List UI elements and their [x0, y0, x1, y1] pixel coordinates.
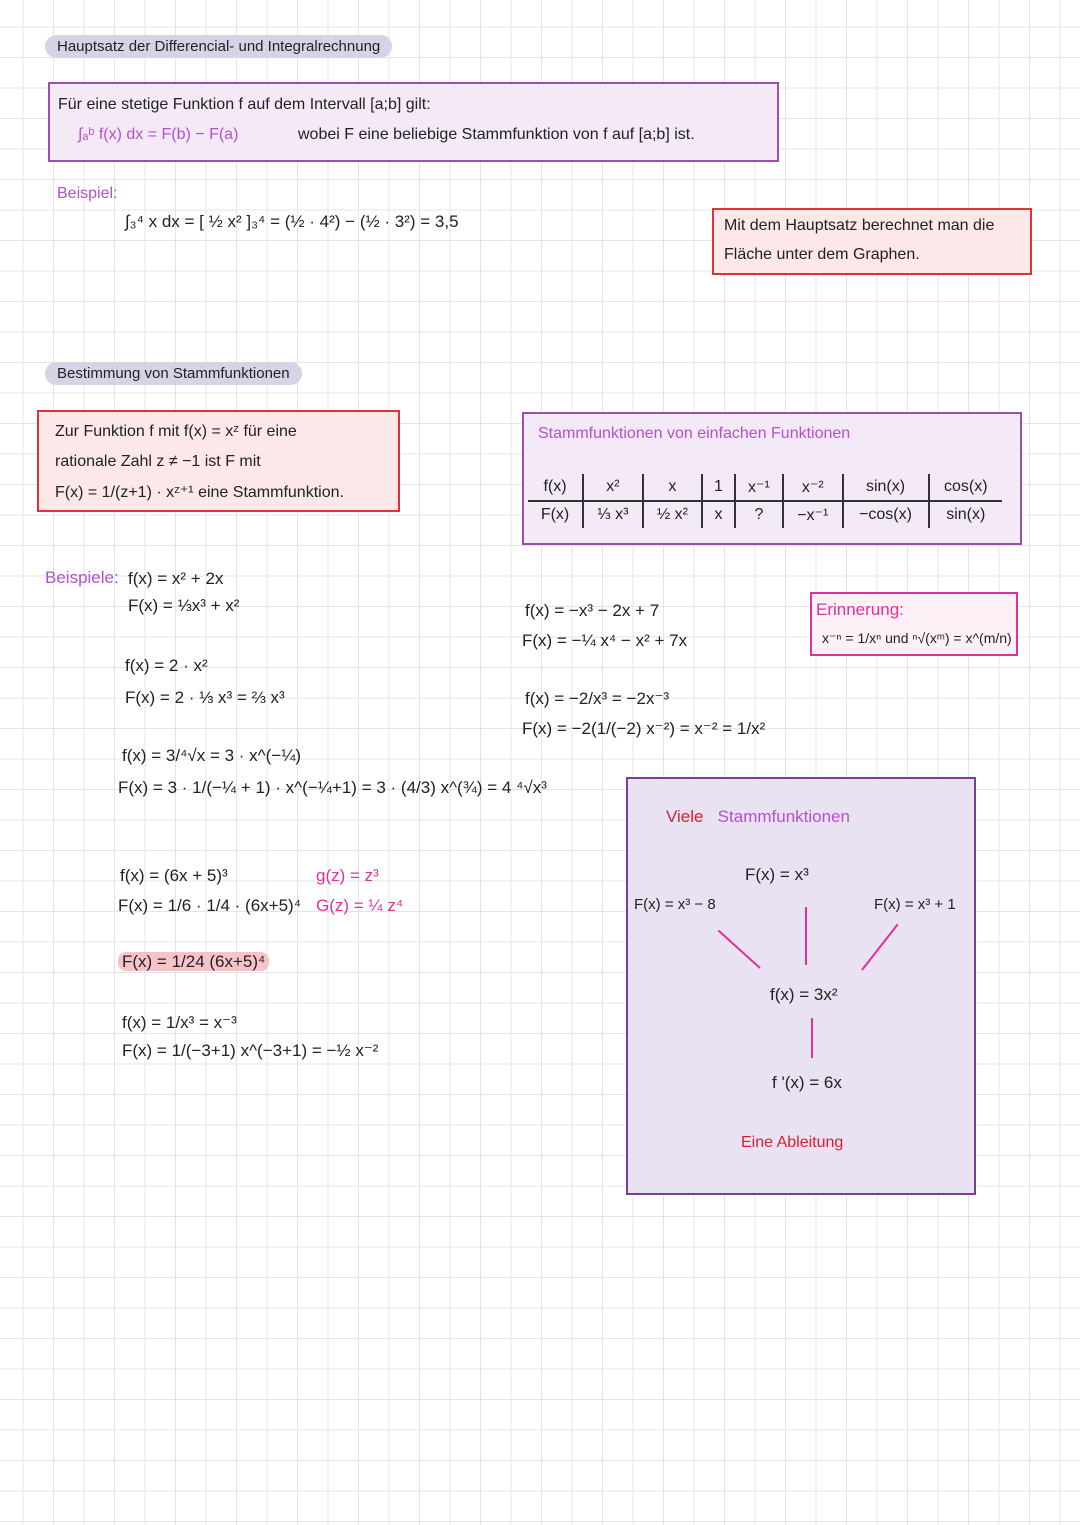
table-title: Stammfunktionen von einfachen Funktionen [538, 425, 851, 442]
arrow-down [811, 1018, 813, 1058]
example-line: F(x) = 3 · 1/(−¼ + 1) · x^(−¼+1) = 3 · (4/3) x^(¾) = 4 ⁴√x³ [118, 778, 547, 797]
example-line: f(x) = −x³ − 2x + 7 [525, 601, 660, 620]
example-line: F(x) = 1/6 · 1/4 · (6x+5)⁴ [118, 896, 302, 915]
note-box [712, 208, 1032, 275]
diagram-caption: Eine Ableitung [741, 1134, 844, 1151]
example-line: f(x) = 1/x³ = x⁻³ [122, 1013, 237, 1032]
theorem-line2: wobei F eine beliebige Stammfunktion von f auf [a;b] ist. [298, 126, 695, 143]
example-line: F(x) = −2(1/(−2) x⁻²) = x⁻² = 1/x² [522, 719, 766, 738]
theorem-formula: ∫ₐᵇ f(x) dx = F(b) − F(a) [78, 126, 239, 143]
example-line: F(x) = ⅓x³ + x² [128, 596, 240, 615]
table-cell: 1 [702, 474, 735, 501]
example-line: f(x) = (6x + 5)³ [120, 866, 228, 885]
example-line: f(x) = −2/x³ = −2x⁻³ [525, 689, 670, 708]
section-title-stammfunktionen: Bestimmung von Stammfunktionen [45, 362, 302, 385]
table-box [522, 412, 1022, 545]
antiderivative-3: F(x) = x³ + 1 [874, 896, 956, 913]
reminder-title: Erinnerung: [816, 600, 904, 619]
note-line1: Mit dem Hauptsatz berechnet man die [724, 217, 995, 234]
example-line: F(x) = 1/24 (6x+5)⁴ [118, 952, 269, 971]
arrow-up-left [718, 930, 761, 969]
examples-label: Beispiele: [45, 568, 119, 587]
rule-line3: F(x) = 1/(z+1) · xᶻ⁺¹ eine Stammfunktion. [55, 484, 344, 501]
example-line: F(x) = 2 · ⅓ x³ = ⅔ x³ [125, 688, 285, 707]
example-line: f(x) = x² + 2x [128, 569, 224, 588]
table-cell: x⁻² [783, 474, 843, 501]
antiderivative-1: F(x) = x³ [745, 865, 809, 884]
table-cell: f(x) [528, 474, 583, 501]
antiderivative-2: F(x) = x³ − 8 [634, 896, 716, 913]
table-cell: x⁻¹ [735, 474, 783, 501]
example-line: f(x) = 3/⁴√x = 3 · x^(−¼) [122, 746, 302, 765]
example-formula: ∫₃⁴ x dx = [ ½ x² ]₃⁴ = (½ · 4²) − (½ · 3²) = 3,5 [125, 212, 459, 231]
example-line: F(x) = −¼ x⁴ − x² + 7x [522, 631, 688, 650]
table-row-f [528, 474, 1002, 501]
table-row-F [528, 501, 1002, 528]
table-cell: ? [735, 501, 783, 528]
rule-box [37, 410, 400, 512]
diagram-title [666, 807, 850, 827]
example-line: F(x) = 1/(−3+1) x^(−3+1) = −½ x⁻² [122, 1041, 379, 1060]
table-cell: F(x) [540, 506, 570, 523]
table-cell: x² [583, 474, 643, 501]
table-cell: sin(x) [929, 501, 1003, 528]
table-cell: sin(x) [843, 474, 929, 501]
derivative: f '(x) = 6x [772, 1073, 842, 1092]
substitution-G: G(z) = ¼ z⁴ [316, 896, 404, 915]
arrow-up-right [861, 924, 898, 971]
table-cell: ⅓ x³ [583, 501, 643, 528]
table-cell: −cos(x) [843, 501, 929, 528]
diagram-box [626, 777, 976, 1195]
diagram-title-b: Stammfunktionen [717, 807, 850, 826]
table-cell: −x⁻¹ [783, 501, 843, 528]
function-f: f(x) = 3x² [770, 985, 838, 1004]
table-cell: cos(x) [929, 474, 1003, 501]
theorem-box [48, 82, 779, 162]
substitution-g: g(z) = z³ [316, 866, 379, 885]
diagram-title-a: Viele [666, 807, 704, 826]
highlighted-result [118, 952, 269, 972]
rule-line2: rationale Zahl z ≠ −1 ist F mit [55, 453, 261, 470]
table-cell: ½ x² [643, 501, 703, 528]
table-cell: x [702, 501, 735, 528]
example-line: f(x) = 2 · x² [125, 656, 208, 675]
antiderivative-table [528, 474, 1002, 528]
table-cell: x [643, 474, 703, 501]
example-label: Beispiel: [57, 185, 118, 202]
section-title-hauptsatz: Hauptsatz der Differencial- und Integralrechnung [45, 35, 392, 58]
rule-line1: Zur Funktion f mit f(x) = xᶻ für eine [55, 423, 297, 440]
arrow-up [805, 907, 807, 965]
theorem-line1: Für eine stetige Funktion f auf dem Intervall [a;b] gilt: [58, 96, 431, 113]
reminder-formula: x⁻ⁿ = 1/xⁿ und ⁿ√(xᵐ) = x^(m/n) [822, 630, 1012, 646]
note-line2: Fläche unter dem Graphen. [724, 246, 920, 263]
reminder-box [810, 592, 1018, 656]
